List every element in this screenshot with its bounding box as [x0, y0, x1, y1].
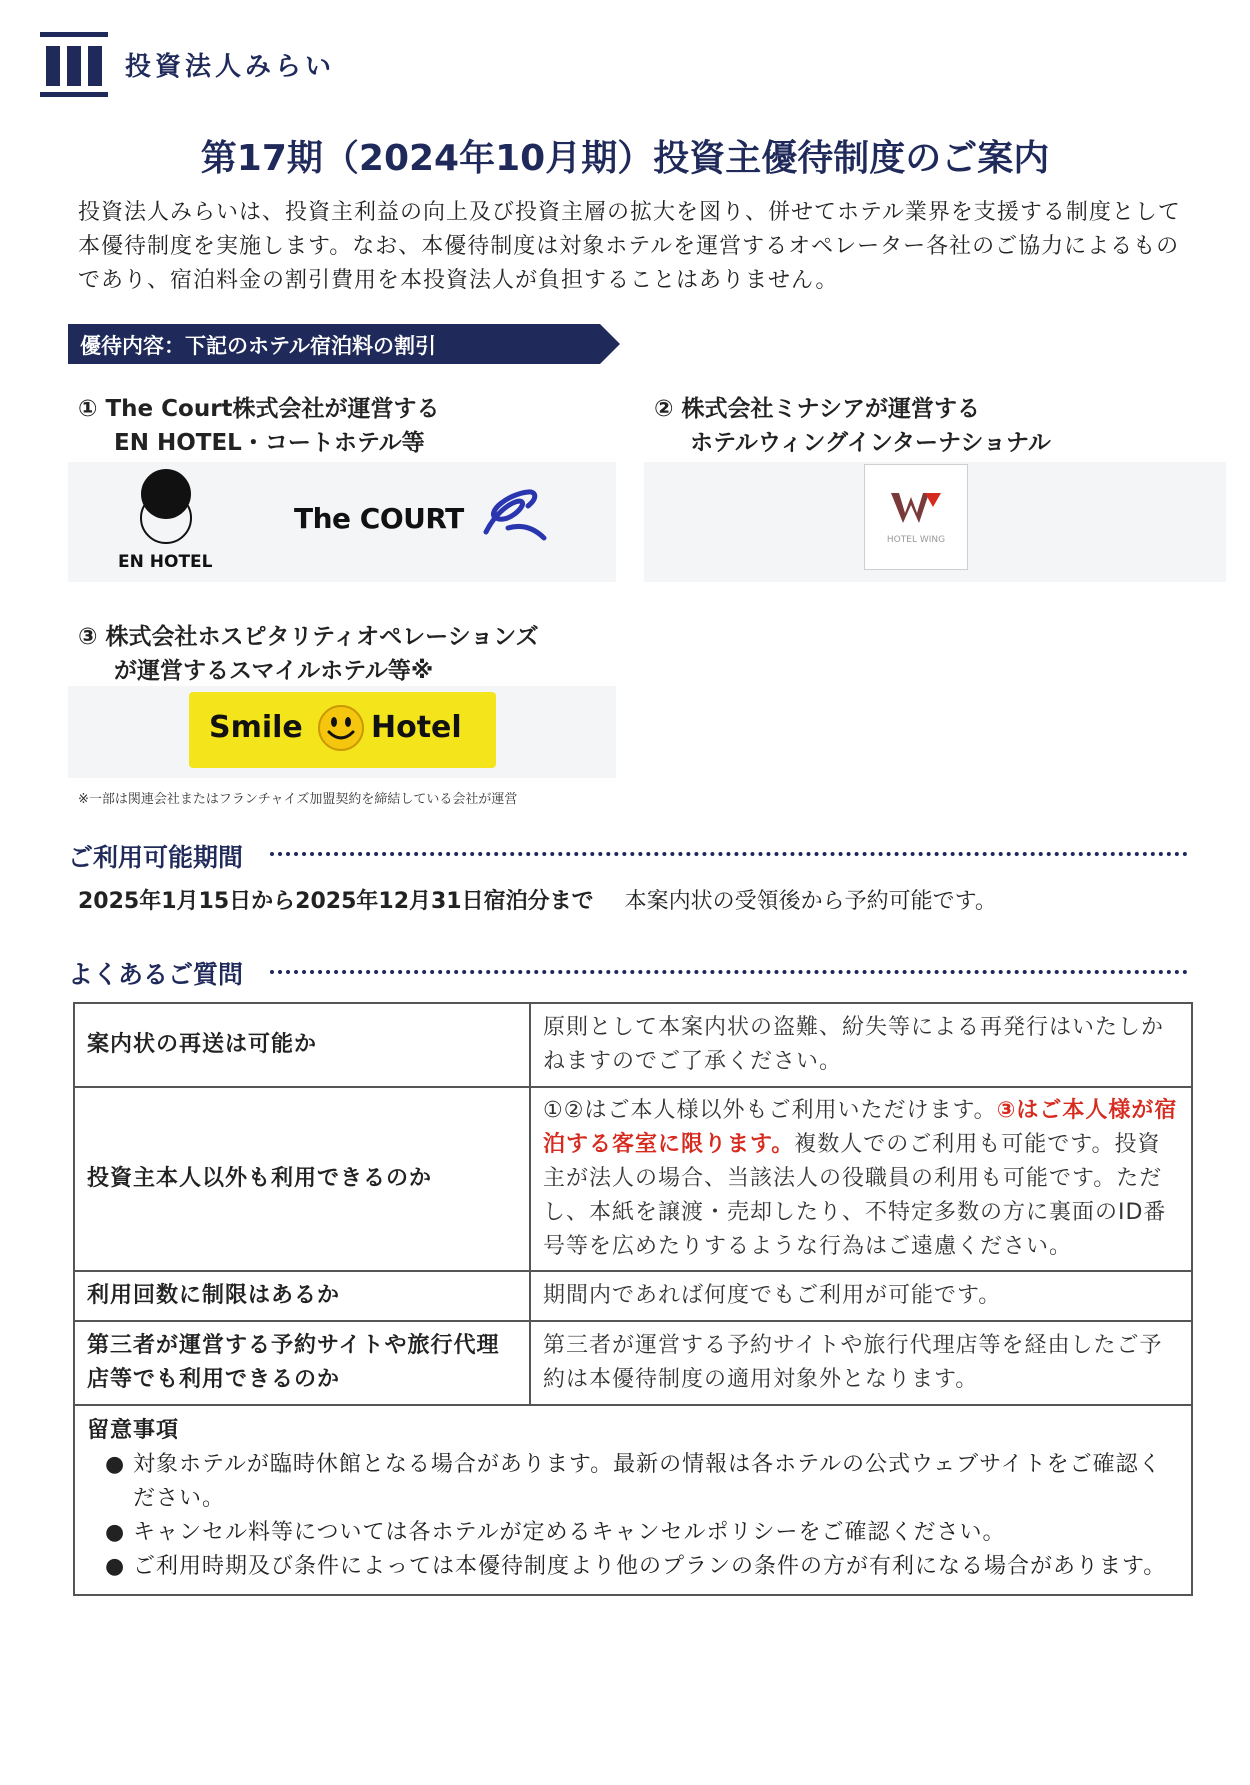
faq-heading: よくあるご質問 — [68, 955, 251, 991]
notes-list — [87, 1448, 1179, 1584]
faq-answer: 期間内であれば何度でもご利用が可能です。 — [530, 1271, 1192, 1321]
hotel-wing-mark-icon — [891, 493, 941, 523]
note-text: 対象ホテルが臨時休館となる場合があります。最新の情報は各ホテルの公式ウェブサイトをご確認ください。 — [133, 1452, 1162, 1511]
period-heading: ご利用可能期間 — [68, 838, 251, 874]
footnote: ※一部は関連会社またはフランチャイズ加盟契約を締結している会社が運営 — [78, 792, 518, 807]
list-item — [87, 1550, 1179, 1584]
hotel-2-line1: ② 株式会社ミナシアが運営する — [654, 396, 981, 422]
hotel-3-heading — [78, 620, 539, 688]
hotel-1-line1: ① The Court株式会社が運営する — [78, 396, 440, 422]
page-title: 第17期（2024年10月期）投資主優待制度のご案内 — [200, 138, 1050, 179]
company-logo — [40, 28, 360, 103]
period-note: 本案内状の受領後から予約可能です。 — [624, 889, 997, 914]
faq-answer-part1: ①②はご本人様以外もご利用いただけます。 — [543, 1098, 997, 1123]
notes-cell — [74, 1405, 1192, 1595]
faq-question: 投資主本人以外も利用できるのか — [74, 1087, 530, 1271]
faq-answer: 原則として本案内状の盗難、紛失等による再発行はいたしかねますのでご了承ください。 — [530, 1003, 1192, 1087]
smile-hotel-logo — [189, 692, 496, 768]
faq-question: 第三者が運営する予約サイトや旅行代理店等でも利用できるのか — [74, 1321, 530, 1405]
faq-question: 利用回数に制限はあるか — [74, 1271, 530, 1321]
smiley-face-icon — [317, 704, 365, 752]
list-item — [87, 1448, 1179, 1516]
bullet-icon: ● — [105, 1452, 126, 1477]
period-dates: 2025年1月15日から2025年12月31日宿泊分まで — [78, 889, 594, 914]
hotel-1-line2: EN HOTEL・コートホテル等 — [114, 430, 425, 456]
hotel-3-line2: が運営するスマイルホテル等※ — [114, 658, 434, 684]
hotel-3-logo-panel — [68, 686, 616, 778]
hotel-1-logo-panel — [68, 462, 616, 582]
company-logo-mark — [40, 32, 108, 98]
benefit-banner-text: 優待内容：下記のホテル宿泊料の割引 — [80, 334, 436, 358]
hotel-2-logo-panel — [644, 462, 1226, 582]
faq-answer: 第三者が運営する予約サイトや旅行代理店等を経由したご予約は本優待制度の適用対象外となります。 — [530, 1321, 1192, 1405]
faq-question: 案内状の再送は可能か — [74, 1003, 530, 1087]
table-row — [74, 1003, 1192, 1087]
en-hotel-logo-text: EN HOTEL — [118, 552, 213, 572]
period-line — [78, 884, 997, 915]
faq-answer-emphasis: ③はご本人様が宿泊する客室に限ります。 — [543, 1098, 1178, 1157]
the-court-logo-text: The COURT — [294, 502, 464, 535]
benefit-banner — [68, 324, 620, 364]
faq-table — [73, 1002, 1193, 1596]
note-text: キャンセル料等については各ホテルが定めるキャンセルポリシーをご確認ください。 — [133, 1520, 1006, 1545]
hotel-logo-text: Hotel — [371, 710, 462, 745]
company-name: 投資法人みらい — [125, 52, 336, 82]
notes-title: 留意事項 — [87, 1418, 180, 1443]
hotel-2-line2: ホテルウィングインターナショナル — [690, 430, 1051, 456]
hotel-wing-logo-text: HOTEL WING — [886, 535, 946, 545]
period-dotted-rule — [270, 852, 1188, 856]
list-item — [87, 1516, 1179, 1550]
hotel-3-line1: ③ 株式会社ホスピタリティオペレーションズ — [78, 624, 539, 650]
hotel-2-heading — [654, 392, 1051, 460]
ribbon-icon — [478, 488, 548, 544]
faq-answer — [530, 1087, 1192, 1271]
smile-logo-text: Smile — [209, 710, 303, 745]
table-row — [74, 1087, 1192, 1271]
faq-dotted-rule — [270, 970, 1188, 974]
intro-paragraph: 投資法人みらいは、投資主利益の向上及び投資主層の拡大を図り、併せてホテル業界を支援する制度として本優待制度を実施します。なお、本優待制度は対象ホテルを運営するオペレーター各社のご協力によるものであり、宿泊料金の割引費用を本投資法人が負担することはありません。 — [78, 200, 1181, 293]
note-text: ご利用時期及び条件によっては本優待制度より他のプランの条件の方が有利になる場合があります。 — [133, 1554, 1167, 1579]
en-hotel-logo-icon — [138, 468, 194, 546]
hotel-1-heading — [78, 392, 440, 460]
hotel-wing-logo — [864, 464, 968, 570]
table-row — [74, 1271, 1192, 1321]
table-row — [74, 1321, 1192, 1405]
faq-answer-part2: 複数人でのご利用も可能です。投資主が法人の場合、当該法人の役職員の利用も可能です。ただし、本紙を譲渡・売却したり、不特定多数の方に裏面のID番号等を広めたりするような行為はご遠慮ください。 — [543, 1132, 1167, 1259]
bullet-icon: ● — [105, 1554, 126, 1579]
bullet-icon: ● — [105, 1520, 126, 1545]
table-row — [74, 1405, 1192, 1595]
